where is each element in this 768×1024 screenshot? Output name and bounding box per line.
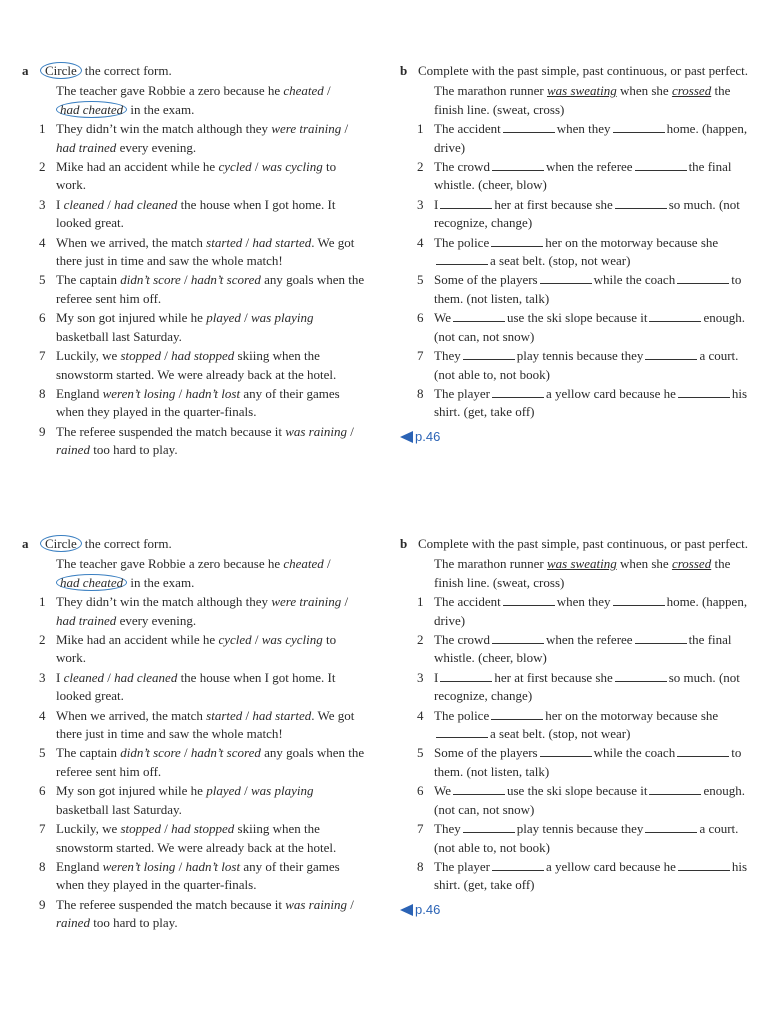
verb-hint: (stop, not wear) — [548, 726, 631, 742]
item-text: use the ski slope because it — [507, 310, 648, 326]
exercise-item — [400, 744, 750, 781]
exercise-item: 1 They didn’t win the match although they were training / had trained every evening. — [39, 121, 349, 155]
answer-blank[interactable] — [440, 669, 492, 682]
item-text: They didn’t win the match although they — [56, 121, 269, 137]
exercise-item — [400, 707, 750, 744]
item-number: 1 — [417, 121, 424, 137]
example-sentence: The marathon runner was sweating when she crossed the finish line. (sweat, cross) — [434, 556, 731, 590]
example-answer: was sweating — [546, 83, 617, 99]
verb-hint: (happen, drive) — [434, 594, 748, 628]
option-choice: had started — [252, 234, 312, 250]
item-text: . We got there just in time and saw the whole match! — [56, 234, 355, 269]
verb-hint: (stop, not wear) — [548, 253, 631, 269]
item-number: 3 — [39, 196, 46, 212]
verb-hint: (happen, drive) — [434, 121, 748, 155]
instruction-text: the correct form. — [84, 63, 172, 78]
back-arrow-icon — [400, 431, 413, 443]
item-text: I — [434, 669, 439, 685]
answer-blank[interactable] — [649, 782, 701, 795]
section-b-items — [400, 593, 750, 895]
item-text: The accident — [434, 594, 501, 610]
option-choice: stopped — [120, 821, 161, 837]
exercise-item: 9 The referee suspended the match because it was raining / rained too hard to play. — [39, 896, 354, 931]
option-choice: had stopped — [171, 348, 235, 364]
item-number: 6 — [417, 310, 424, 326]
item-number: 5 — [417, 272, 424, 288]
item-number: 7 — [417, 348, 424, 364]
option-choice: rained — [56, 442, 90, 458]
exercise-item — [400, 120, 750, 157]
item-text: the house when I got home. It looked great. — [56, 196, 336, 231]
answer-blank[interactable] — [463, 820, 515, 833]
exercise-item — [400, 234, 750, 271]
item-text: too hard to play. — [93, 915, 178, 931]
item-number: 6 — [39, 310, 46, 326]
option-choice: were training — [271, 594, 342, 610]
option-choice: cycled — [218, 632, 252, 648]
item-text: Mike had an accident while he — [56, 632, 216, 648]
item-number: 8 — [417, 858, 424, 874]
verb-hint: (not can, not snow) — [434, 328, 535, 344]
item-text: Luckily, we — [56, 821, 118, 837]
option-choice: hadn’t scored — [190, 745, 261, 761]
exercise-item: 1 They didn’t win the match although they were training / had trained every evening. — [39, 594, 349, 628]
section-b-heading — [400, 62, 750, 80]
exercise-item: 7 Luckily, we stopped / had stopped skiing when the snowstorm started. We were already back at the hotel. — [39, 348, 337, 382]
answer-blank[interactable] — [540, 744, 592, 757]
instruction-text: the correct form. — [84, 536, 172, 551]
exercise-item: 2 Mike had an accident while he cycled / was cycling to work. — [39, 632, 337, 666]
item-number: 7 — [39, 348, 46, 364]
section-a — [22, 62, 367, 461]
option-choice: cleaned — [63, 669, 105, 685]
exercise-item: 3 I cleaned / had cleaned the house when I got home. It looked great. — [39, 669, 336, 704]
item-text: We — [434, 310, 451, 326]
item-text: to work. — [56, 632, 337, 666]
answer-blank[interactable] — [649, 309, 701, 322]
option-choice: played — [206, 310, 241, 326]
item-text: Some of the players — [434, 272, 538, 288]
item-text: when the referee — [545, 159, 633, 175]
item-text: her on the motorway because she — [545, 234, 719, 250]
item-text: The referee suspended the match because it — [56, 896, 282, 912]
item-text: every evening. — [119, 612, 197, 628]
option-choice: had cleaned — [114, 196, 178, 212]
item-text: so much. — [668, 196, 716, 212]
exercise-item — [400, 782, 750, 819]
answer-blank[interactable] — [436, 725, 488, 738]
item-text: England — [56, 385, 100, 401]
item-text: her at first because she — [494, 669, 613, 685]
page-reference-link[interactable]: p.46 — [400, 428, 750, 446]
answer-blank[interactable] — [615, 196, 667, 209]
item-text: while the coach — [593, 745, 676, 761]
answer-blank[interactable] — [677, 744, 729, 757]
item-text: The player — [434, 858, 490, 874]
item-text: The crowd — [434, 632, 490, 648]
option-choice: hadn’t lost — [185, 385, 241, 401]
verb-hint: (not listen, talk) — [466, 763, 550, 779]
item-text: a seat belt. — [490, 253, 546, 269]
option-choice: was cycling — [261, 632, 323, 648]
answer-blank[interactable] — [678, 858, 730, 871]
exercise-item — [400, 196, 750, 233]
option-choice: weren’t losing — [102, 385, 176, 401]
exercise-item — [400, 309, 750, 346]
exercise-item — [400, 347, 750, 384]
example-sentence: The teacher gave Robbie a zero because he cheated / had cheated in the exam. — [56, 83, 331, 117]
item-text: I — [56, 196, 61, 212]
item-number: 4 — [417, 234, 424, 250]
item-number: 3 — [417, 196, 424, 212]
option-choice: weren’t losing — [102, 858, 176, 874]
exercise-item: 5 The captain didn’t score / hadn’t scored any goals when the referee sent him off. — [39, 272, 365, 306]
item-text: when they — [556, 594, 611, 610]
verb-hint: (not recognize, change) — [434, 196, 740, 231]
item-number: 8 — [39, 858, 46, 874]
option-choice: didn’t score — [120, 745, 181, 761]
item-text: basketball last Saturday. — [56, 328, 182, 344]
item-number: 2 — [39, 159, 46, 175]
item-text: Luckily, we — [56, 348, 118, 364]
section-b — [400, 62, 750, 446]
exercise-item — [400, 631, 750, 668]
answer-blank[interactable] — [491, 707, 543, 720]
circle-instruction-word: Circle — [40, 62, 82, 79]
item-number: 7 — [39, 821, 46, 837]
exercise-item — [400, 820, 750, 857]
item-text: to them. — [434, 272, 742, 306]
answer-blank[interactable] — [453, 782, 505, 795]
item-text: his shirt. — [434, 858, 748, 893]
option-choice: played — [206, 783, 241, 799]
item-text: . We got there just in time and saw the whole match! — [56, 707, 355, 742]
item-number: 5 — [39, 745, 46, 761]
section-a-items — [22, 593, 367, 932]
option-choice: had trained — [56, 612, 117, 628]
verb-hint: (get, take off) — [463, 404, 535, 420]
exercise-item — [400, 858, 750, 895]
answer-blank[interactable] — [440, 196, 492, 209]
example-answer: was sweating — [546, 556, 617, 572]
item-text: a seat belt. — [490, 726, 546, 742]
option-choice: rained — [56, 915, 90, 931]
exercise-item — [400, 271, 750, 308]
item-number: 5 — [417, 745, 424, 761]
exercise-item — [400, 158, 750, 195]
exercise-item: 9 The referee suspended the match because it was raining / rained too hard to play. — [39, 423, 354, 458]
item-number: 4 — [417, 707, 424, 723]
verb-hint: (not can, not snow) — [434, 801, 535, 817]
option-choice: were training — [271, 121, 342, 137]
example-answer: crossed — [671, 83, 712, 99]
section-letter: b — [400, 536, 408, 551]
option-choice: hadn’t lost — [185, 858, 241, 874]
item-text: When we arrived, the match — [56, 234, 203, 250]
item-text: to them. — [434, 745, 742, 779]
option-choice: started — [206, 707, 243, 723]
item-text: a court. — [699, 821, 739, 837]
item-text: The captain — [56, 745, 117, 761]
item-text: enough. — [703, 310, 745, 326]
item-text: any of their games when they played in the quarter-finals. — [56, 385, 340, 420]
item-text: They didn’t win the match although they — [56, 594, 269, 610]
item-text: the final whistle. — [434, 632, 732, 666]
answer-blank[interactable] — [615, 669, 667, 682]
item-number: 7 — [417, 821, 424, 837]
answer-blank[interactable] — [503, 120, 555, 133]
option-choice: was playing — [251, 783, 314, 799]
page-reference-link[interactable]: p.46 — [400, 901, 750, 919]
item-text: so much. — [668, 669, 716, 685]
item-text: a yellow card because he — [545, 385, 676, 401]
verb-hint: (not able to, not book) — [434, 839, 550, 855]
item-number: 3 — [417, 669, 424, 685]
option-choice: cleaned — [63, 196, 105, 212]
exercise-item: 5 The captain didn’t score / hadn’t scored any goals when the referee sent him off. — [39, 745, 365, 779]
section-letter: a — [22, 63, 29, 78]
item-number: 8 — [417, 385, 424, 401]
answer-blank[interactable] — [613, 120, 665, 133]
exercise-item: 6 My son got injured while he played / was playing basketball last Saturday. — [39, 310, 314, 344]
item-text: The police — [434, 234, 490, 250]
answer-blank[interactable] — [492, 158, 544, 171]
answer-blank[interactable] — [463, 347, 515, 360]
section-b — [400, 535, 750, 919]
item-number: 9 — [39, 896, 46, 912]
item-number: 1 — [417, 594, 424, 610]
item-text: a yellow card because he — [545, 858, 676, 874]
item-text: any goals when the referee sent him off. — [56, 745, 365, 779]
exercise-item — [400, 385, 750, 422]
answer-blank[interactable] — [678, 385, 730, 398]
section-b-heading — [400, 535, 750, 553]
item-number: 9 — [39, 423, 46, 439]
verb-hint: (not recognize, change) — [434, 669, 740, 704]
instruction-text: Complete with the past simple, past continuous, or past perfect. — [418, 63, 748, 78]
exercise-item: 3 I cleaned / had cleaned the house when I got home. It looked great. — [39, 196, 336, 231]
item-number: 1 — [39, 121, 46, 137]
verb-hint: (not able to, not book) — [434, 366, 550, 382]
item-text: when the referee — [545, 632, 633, 648]
item-text: basketball last Saturday. — [56, 801, 182, 817]
example-sentence: The marathon runner was sweating when she crossed the finish line. (sweat, cross) — [434, 83, 731, 117]
answer-blank[interactable] — [645, 347, 697, 360]
item-text: skiing when the snowstorm started. We were already back at the hotel. — [56, 821, 337, 855]
item-number: 8 — [39, 385, 46, 401]
item-number: 5 — [39, 272, 46, 288]
option-choice: was raining — [285, 896, 347, 912]
item-text: The crowd — [434, 159, 490, 175]
verb-hint: (cheer, blow) — [478, 177, 547, 193]
exercise-block-2 — [0, 531, 768, 1001]
item-text: The player — [434, 385, 490, 401]
item-text: The captain — [56, 272, 117, 288]
verb-hint: (get, take off) — [463, 877, 535, 893]
exercise-item: 8 England weren’t losing / hadn’t lost any of their games when they played in the quarter-finals. — [39, 385, 340, 420]
item-text: home. — [666, 121, 699, 137]
answer-blank[interactable] — [677, 271, 729, 284]
item-text: play tennis because they — [516, 821, 644, 837]
exercise-item — [400, 669, 750, 706]
item-text: home. — [666, 594, 699, 610]
item-text: her on the motorway because she — [545, 707, 719, 723]
example-sentence: The teacher gave Robbie a zero because he cheated / had cheated in the exam. — [56, 556, 331, 590]
exercise-block-1 — [0, 58, 768, 528]
answer-blank[interactable] — [635, 631, 687, 644]
section-letter: a — [22, 536, 29, 551]
exercise-item: 2 Mike had an accident while he cycled / was cycling to work. — [39, 159, 337, 193]
answer-blank[interactable] — [503, 593, 555, 606]
item-text: the house when I got home. It looked great. — [56, 669, 336, 704]
circle-instruction-word: Circle — [40, 535, 82, 552]
item-number: 2 — [417, 159, 424, 175]
item-text: play tennis because they — [516, 348, 644, 364]
item-text: Mike had an accident while he — [56, 159, 216, 175]
item-text: the final whistle. — [434, 159, 732, 193]
option-choice: had cleaned — [114, 669, 178, 685]
item-number: 1 — [39, 594, 46, 610]
answer-blank[interactable] — [613, 593, 665, 606]
exercise-item: 6 My son got injured while he played / was playing basketball last Saturday. — [39, 783, 314, 817]
section-a — [22, 535, 367, 934]
circled-answer: had cheated — [56, 101, 127, 118]
item-number: 2 — [39, 632, 46, 648]
section-b-items — [400, 120, 750, 422]
section-a-heading — [22, 62, 367, 80]
item-text: The police — [434, 707, 490, 723]
item-text: to work. — [56, 159, 337, 193]
verb-hint: (cheer, blow) — [478, 650, 547, 666]
example-answer: crossed — [671, 556, 712, 572]
exercise-item: 4 When we arrived, the match started / had started. We got there just in time and saw the whole match! — [39, 707, 355, 742]
item-text: Some of the players — [434, 745, 538, 761]
option-choice: hadn’t scored — [190, 272, 261, 288]
item-text: too hard to play. — [93, 442, 178, 458]
exercise-item: 8 England weren’t losing / hadn’t lost any of their games when they played in the quarter-finals. — [39, 858, 340, 893]
item-number: 4 — [39, 707, 46, 723]
item-text: enough. — [703, 783, 745, 799]
item-text: They — [434, 821, 461, 837]
item-number: 6 — [39, 783, 46, 799]
item-text: England — [56, 858, 100, 874]
answer-blank[interactable] — [492, 385, 544, 398]
answer-blank[interactable] — [635, 158, 687, 171]
item-text: every evening. — [119, 139, 197, 155]
item-text: They — [434, 348, 461, 364]
option-choice: was playing — [251, 310, 314, 326]
section-letter: b — [400, 63, 408, 78]
answer-blank[interactable] — [540, 271, 592, 284]
answer-blank[interactable] — [436, 252, 488, 265]
exercise-item: 7 Luckily, we stopped / had stopped skiing when the snowstorm started. We were already back at the hotel. — [39, 821, 337, 855]
item-number: 2 — [417, 632, 424, 648]
answer-blank[interactable] — [453, 309, 505, 322]
instruction-text: Complete with the past simple, past continuous, or past perfect. — [418, 536, 748, 551]
option-choice: stopped — [120, 348, 161, 364]
item-text: My son got injured while he — [56, 310, 203, 326]
item-text: The accident — [434, 121, 501, 137]
item-text: When we arrived, the match — [56, 707, 203, 723]
circled-answer: had cheated — [56, 574, 127, 591]
verb-hint: (not listen, talk) — [466, 290, 550, 306]
exercise-item — [400, 593, 750, 630]
option-choice: had started — [252, 707, 312, 723]
item-text: We — [434, 783, 451, 799]
answer-blank[interactable] — [645, 820, 697, 833]
option-choice: had stopped — [171, 821, 235, 837]
item-text: his shirt. — [434, 385, 748, 420]
option-choice: cycled — [218, 159, 252, 175]
item-text: skiing when the snowstorm started. We were already back at the hotel. — [56, 348, 337, 382]
section-a-items — [22, 120, 367, 459]
item-text: her at first because she — [494, 196, 613, 212]
item-text: I — [56, 669, 61, 685]
item-number: 6 — [417, 783, 424, 799]
item-text: My son got injured while he — [56, 783, 203, 799]
back-arrow-icon — [400, 904, 413, 916]
item-number: 4 — [39, 234, 46, 250]
item-text: a court. — [699, 348, 739, 364]
item-text: when they — [556, 121, 611, 137]
option-choice: had trained — [56, 139, 117, 155]
option-choice: didn’t score — [120, 272, 181, 288]
item-number: 3 — [39, 669, 46, 685]
item-text: I — [434, 196, 439, 212]
option-choice: started — [206, 234, 243, 250]
section-a-heading — [22, 535, 367, 553]
answer-blank[interactable] — [492, 858, 544, 871]
answer-blank[interactable] — [492, 631, 544, 644]
option-choice: was cycling — [261, 159, 323, 175]
item-text: use the ski slope because it — [507, 783, 648, 799]
item-text: while the coach — [593, 272, 676, 288]
answer-blank[interactable] — [491, 234, 543, 247]
item-text: The referee suspended the match because it — [56, 423, 282, 439]
item-text: any of their games when they played in the quarter-finals. — [56, 858, 340, 893]
exercise-item: 4 When we arrived, the match started / had started. We got there just in time and saw the whole match! — [39, 234, 355, 269]
option-choice: was raining — [285, 423, 347, 439]
item-text: any goals when the referee sent him off. — [56, 272, 365, 306]
